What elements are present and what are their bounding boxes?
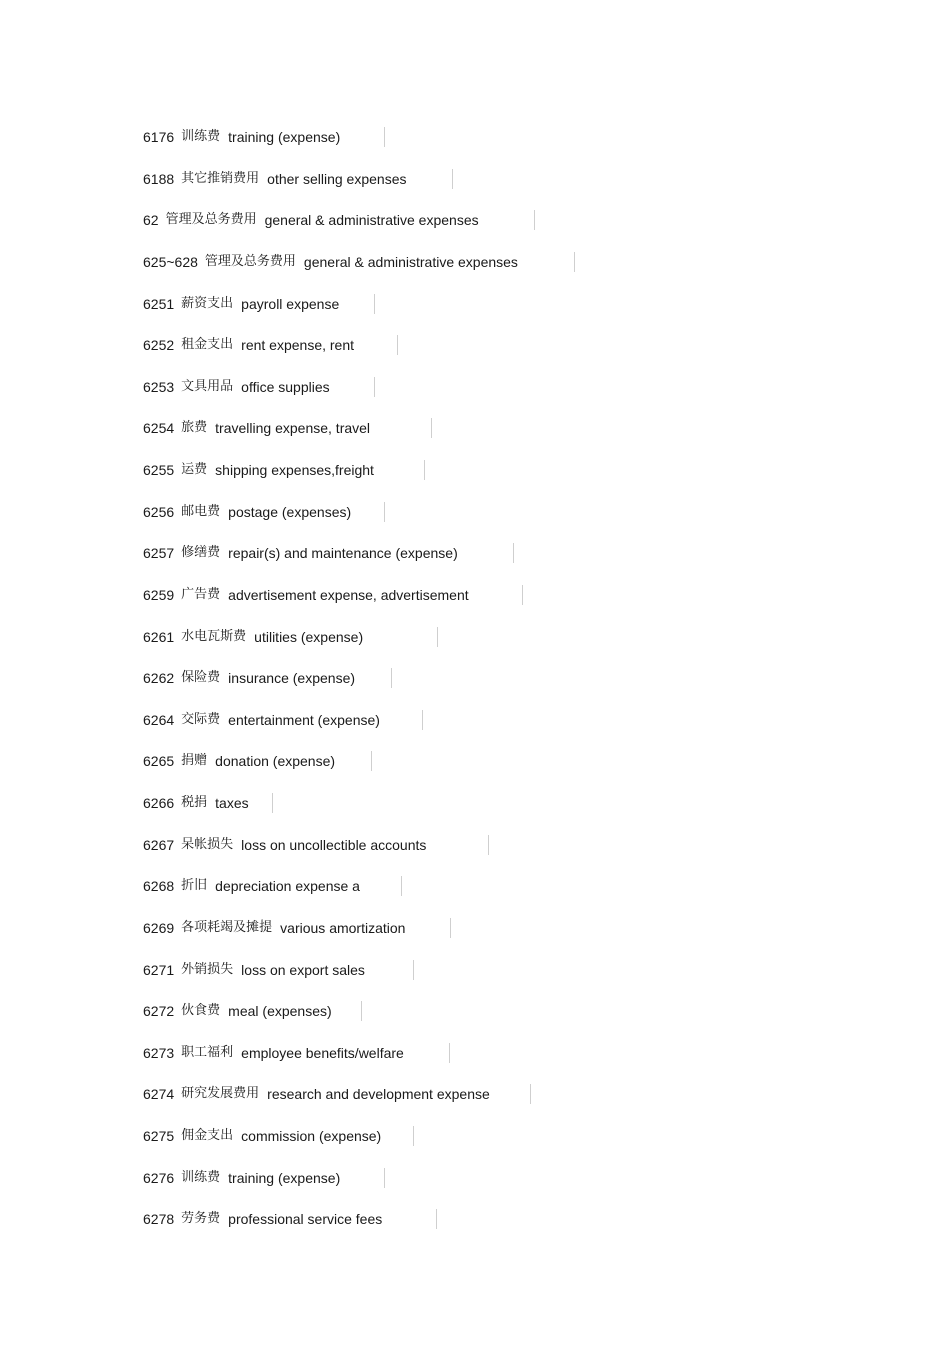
- account-code: 625~628: [143, 253, 198, 270]
- account-name-chinese: 职工福利: [181, 1044, 234, 1060]
- column-divider: [272, 793, 273, 813]
- column-divider: [513, 543, 514, 563]
- account-name-chinese: 水电瓦斯费: [181, 628, 247, 644]
- account-name-chinese: 佣金支出: [181, 1128, 234, 1143]
- account-entry: [143, 375, 575, 417]
- account-name-english: office supplies: [241, 378, 330, 395]
- account-code: 6262: [143, 670, 175, 687]
- column-divider: [436, 1209, 437, 1229]
- account-code: 6268: [143, 878, 175, 895]
- account-name-chinese: 外销损失: [181, 961, 234, 977]
- account-name-english: donation (expense): [215, 753, 336, 770]
- column-divider: [397, 335, 398, 355]
- account-entry: [143, 625, 575, 667]
- account-entry: [143, 250, 575, 292]
- account-name-english: loss on export sales: [241, 961, 365, 978]
- account-code: 6251: [143, 295, 175, 312]
- account-code: 6278: [143, 1211, 175, 1228]
- column-divider: [413, 1126, 414, 1146]
- account-code: 6259: [143, 586, 175, 603]
- account-entry: [143, 833, 575, 875]
- column-divider: [371, 751, 372, 771]
- account-name-english: depreciation expense a: [215, 878, 360, 895]
- account-name-chinese: 各项耗竭及摊提: [181, 919, 273, 935]
- account-name-chinese: 管理及总务费用: [204, 253, 296, 269]
- column-divider: [574, 252, 575, 272]
- column-divider: [449, 1043, 450, 1063]
- account-code: 6273: [143, 1044, 175, 1061]
- column-divider: [401, 876, 402, 896]
- account-entry: [143, 167, 575, 209]
- account-name-english: repair(s) and maintenance (expense): [228, 545, 458, 562]
- account-name-chinese: 广告费: [181, 586, 221, 602]
- account-entry: [143, 583, 575, 625]
- account-name-chinese: 运费: [181, 462, 208, 477]
- account-name-english: training (expense): [228, 1169, 341, 1186]
- account-name-chinese: 训练费: [181, 129, 221, 144]
- account-code: 6266: [143, 795, 175, 811]
- column-divider: [391, 668, 392, 688]
- account-name-english: travelling expense, travel: [215, 420, 371, 437]
- account-code: 62: [143, 212, 159, 229]
- column-divider: [384, 1168, 385, 1188]
- account-name-chinese: 捐赠: [181, 753, 208, 769]
- account-entry: [143, 458, 575, 500]
- account-code: 6269: [143, 919, 175, 936]
- account-code: 6176: [143, 129, 175, 145]
- column-divider: [361, 1001, 362, 1021]
- account-entry: [143, 208, 575, 250]
- account-entry: [143, 125, 575, 167]
- account-name-chinese: 管理及总务费用: [165, 212, 257, 228]
- account-code: 6265: [143, 753, 175, 770]
- account-code: 6256: [143, 503, 175, 520]
- account-code: 6252: [143, 337, 175, 354]
- account-name-english: employee benefits/welfare: [241, 1044, 404, 1061]
- account-entry: [143, 541, 575, 583]
- account-code: 6257: [143, 545, 175, 562]
- column-divider: [422, 710, 423, 730]
- account-name-english: entertainment (expense): [228, 711, 380, 728]
- account-name-english: research and development expense: [267, 1086, 490, 1103]
- column-divider: [374, 377, 375, 397]
- account-name-english: advertisement expense, advertisement: [228, 586, 469, 603]
- account-code: 6275: [143, 1128, 175, 1144]
- account-name-chinese: 研究发展费用: [181, 1086, 260, 1102]
- account-code: 6272: [143, 1003, 175, 1020]
- account-entry: [143, 666, 575, 708]
- account-name-english: various amortization: [280, 919, 406, 936]
- account-name-chinese: 文具用品: [181, 378, 234, 394]
- column-divider: [530, 1084, 531, 1104]
- account-name-chinese: 修缮费: [181, 545, 221, 561]
- column-divider: [522, 585, 523, 605]
- account-name-chinese: 薪资支出: [181, 295, 234, 311]
- account-name-chinese: 租金支出: [181, 337, 234, 353]
- account-name-english: loss on uncollectible accounts: [241, 836, 427, 853]
- account-code: 6188: [143, 170, 175, 187]
- account-code: 6253: [143, 378, 175, 395]
- account-entry: [143, 333, 575, 375]
- account-code: 6264: [143, 711, 175, 728]
- account-entry: [143, 916, 575, 958]
- account-name-chinese: 呆帐损失: [181, 836, 234, 852]
- account-entry: [143, 1041, 575, 1083]
- account-entry: [143, 1124, 575, 1166]
- account-name-chinese: 保险费: [181, 670, 221, 686]
- account-name-english: general & administrative expenses: [303, 253, 518, 270]
- account-code: 6267: [143, 836, 175, 853]
- account-name-chinese: 税捐: [181, 795, 208, 810]
- account-entry: [143, 416, 575, 458]
- account-entry: [143, 749, 575, 791]
- account-name-english: other selling expenses: [267, 170, 407, 187]
- account-name-chinese: 训练费: [181, 1169, 221, 1185]
- account-name-english: taxes: [215, 795, 249, 811]
- account-list: [143, 125, 575, 1249]
- account-name-english: utilities (expense): [254, 628, 364, 645]
- account-name-chinese: 旅费: [181, 420, 208, 436]
- account-name-chinese: 其它推销费用: [181, 170, 260, 186]
- account-code: 6261: [143, 628, 175, 645]
- account-code: 6255: [143, 462, 175, 478]
- account-name-english: general & administrative expenses: [264, 212, 479, 229]
- column-divider: [424, 460, 425, 480]
- account-name-chinese: 邮电费: [181, 503, 221, 519]
- account-name-chinese: 交际费: [181, 711, 221, 727]
- account-name-english: insurance (expense): [228, 670, 356, 687]
- column-divider: [374, 294, 375, 314]
- account-name-english: payroll expense: [241, 295, 340, 312]
- account-name-english: rent expense, rent: [241, 337, 355, 354]
- account-name-english: training (expense): [228, 129, 341, 145]
- account-entry: [143, 958, 575, 1000]
- account-entry: [143, 708, 575, 750]
- account-code: 6271: [143, 961, 175, 978]
- account-code: 6254: [143, 420, 175, 437]
- account-entry: [143, 1082, 575, 1124]
- account-name-english: commission (expense): [241, 1128, 382, 1144]
- account-code: 6276: [143, 1169, 175, 1186]
- column-divider: [384, 127, 385, 147]
- account-name-english: meal (expenses): [228, 1003, 332, 1020]
- account-code: 6274: [143, 1086, 175, 1103]
- account-entry: [143, 999, 575, 1041]
- column-divider: [534, 210, 535, 230]
- account-entry: [143, 500, 575, 542]
- account-entry: [143, 292, 575, 334]
- account-name-english: postage (expenses): [228, 503, 352, 520]
- account-entry: [143, 1166, 575, 1208]
- account-entry: [143, 791, 575, 833]
- account-entry: [143, 1207, 575, 1249]
- column-divider: [437, 627, 438, 647]
- account-entry: [143, 874, 575, 916]
- account-name-english: professional service fees: [228, 1211, 383, 1228]
- column-divider: [488, 835, 489, 855]
- account-name-chinese: 伙食费: [181, 1003, 221, 1019]
- account-name-english: shipping expenses,freight: [215, 462, 374, 478]
- column-divider: [413, 960, 414, 980]
- account-name-chinese: 折旧: [181, 878, 208, 894]
- column-divider: [384, 502, 385, 522]
- account-name-chinese: 劳务费: [181, 1211, 221, 1227]
- column-divider: [431, 418, 432, 438]
- column-divider: [452, 169, 453, 189]
- column-divider: [450, 918, 451, 938]
